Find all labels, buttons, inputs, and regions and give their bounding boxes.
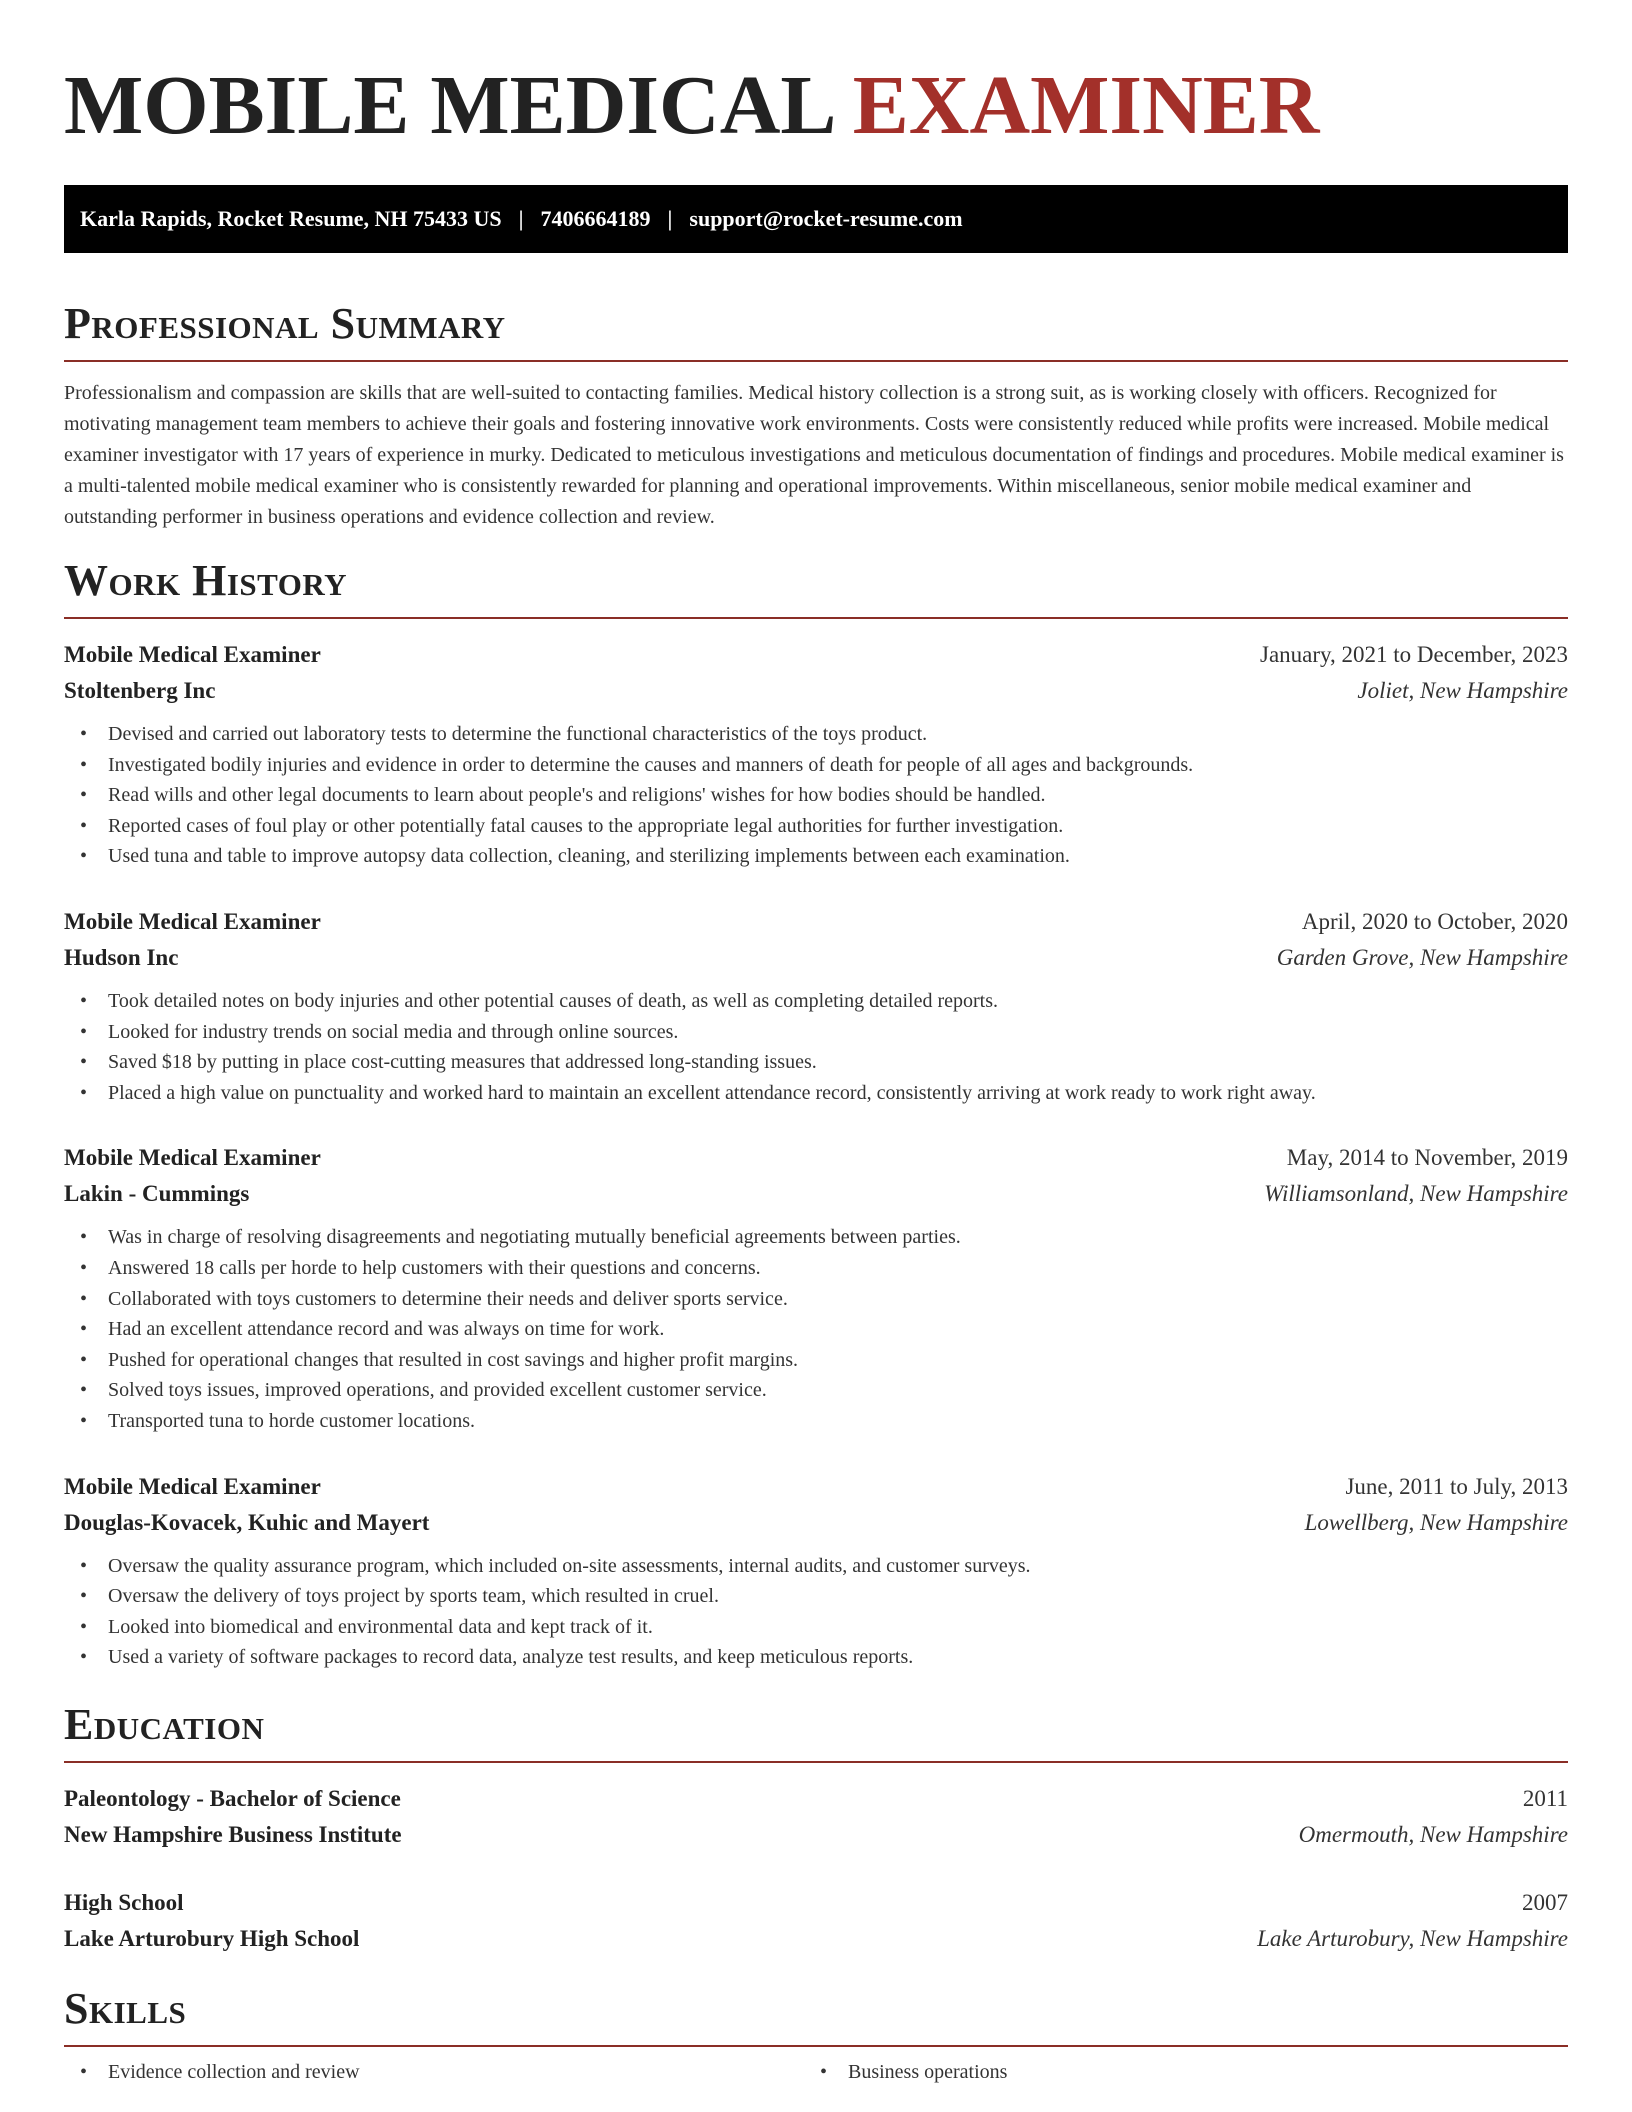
- job-bullet: • Used tuna and table to improve autopsy data collection, cleaning, and sterilizing implements between each examination.: [64, 841, 1568, 872]
- resume-title: [64, 59, 1568, 152]
- job-bullet: • Devised and carried out laboratory tests to determine the functional characteristics of the toys product.: [64, 719, 1568, 750]
- bullet-icon: •: [80, 1646, 88, 1669]
- bullet-icon: •: [80, 1020, 88, 1043]
- skill-item: • Business operations: [804, 2057, 1544, 2087]
- bullet-icon: •: [80, 1318, 88, 1341]
- education-entry: [64, 1781, 1568, 1853]
- bullet-icon: •: [80, 2060, 88, 2083]
- job-bullet: • Investigated bodily injuries and evidence in order to determine the causes and manners of death for people of all ages and backgrounds.: [64, 750, 1568, 781]
- job-company: Stoltenberg Inc: [64, 678, 216, 703]
- bullet-icon: •: [80, 753, 88, 776]
- job-dates: April, 2020 to October, 2020: [1301, 908, 1568, 934]
- job-bullet: • Oversaw the quality assurance program, which included on-site assessments, internal audits, and customer surveys.: [64, 1551, 1568, 1582]
- job-entry: [64, 637, 1568, 872]
- job-title: Mobile Medical Examiner: [64, 908, 321, 934]
- job-bullet: • Answered 18 calls per horde to help customers with their questions and concerns.: [64, 1253, 1568, 1284]
- work-history-heading: Work History: [64, 559, 1568, 619]
- edu-degree: High School: [64, 1889, 184, 1915]
- job-bullets: [64, 986, 1568, 1108]
- contact-email: support@rocket-resume.com: [689, 206, 963, 231]
- job-company: Lakin - Cummings: [64, 1181, 250, 1207]
- skills-heading: Skills: [64, 1987, 1568, 2047]
- skills-column-left: [64, 2057, 804, 2087]
- title-part-1: MOBILE MEDICAL: [64, 59, 832, 152]
- job-bullet: • Had an excellent attendance record and was always on time for work.: [64, 1314, 1568, 1345]
- job-bullet: • Looked for industry trends on social media and through online sources.: [64, 1017, 1568, 1048]
- job-bullets: [64, 719, 1568, 872]
- bullet-icon: •: [80, 784, 88, 807]
- job-bullet: • Transported tuna to horde customer locations.: [64, 1406, 1568, 1437]
- job-location: Joliet, New Hampshire: [1357, 678, 1568, 703]
- job-bullets: [64, 1222, 1568, 1436]
- job-bullet: • Read wills and other legal documents to learn about people's and religions' wishes for how bodies should be handled.: [64, 780, 1568, 811]
- job-title: Mobile Medical Examiner: [64, 1473, 321, 1499]
- contact-separator: |: [518, 206, 524, 231]
- bullet-icon: •: [820, 2060, 828, 2083]
- bullet-icon: •: [80, 845, 88, 868]
- job-bullet: • Looked into biomedical and environmental data and kept track of it.: [64, 1612, 1568, 1643]
- edu-year: 2007: [1522, 1889, 1568, 1915]
- job-company: Hudson Inc: [64, 944, 179, 970]
- bullet-icon: •: [80, 1081, 88, 1104]
- education-heading: Education: [64, 1703, 1568, 1763]
- contact-separator: |: [667, 206, 673, 231]
- skill-item: • Evidence collection and review: [64, 2057, 804, 2087]
- bullet-icon: •: [80, 1615, 88, 1638]
- bullet-icon: •: [80, 814, 88, 837]
- edu-school: Lake Arturobury High School: [64, 1925, 360, 1951]
- summary-text: Professionalism and compassion are skills that are well-suited to contacting families. Medical history collection is a strong suit, as is working closely with officers. Recognized for motivating management team members to achieve their goals and fostering innovative work environments. Costs were consistently reduced while profits were increased. Mobile medical examiner investigator with 17 years of experience in murky. Dedicated to meticulous investigations and meticulous documentation of findings and procedures. Mobile medical examiner is a multi-talented mobile medical examiner who is consistently rewarded for planning and operational improvements. Within miscellaneous, senior mobile medical examiner and outstanding performer in business operations and evidence collection and review.: [64, 382, 1564, 528]
- bullet-icon: •: [80, 989, 88, 1012]
- bullet-icon: •: [80, 1409, 88, 1432]
- summary-heading: Professional Summary: [64, 302, 1568, 362]
- job-dates: May, 2014 to November, 2019: [1286, 1145, 1568, 1171]
- skills-column-right: [804, 2057, 1544, 2087]
- job-dates: January, 2021 to December, 2023: [1260, 642, 1568, 667]
- edu-year: 2011: [1522, 1785, 1568, 1811]
- job-bullet: • Solved toys issues, improved operations, and provided excellent customer service.: [64, 1375, 1568, 1406]
- job-bullet: • Saved $18 by putting in place cost-cutting measures that addressed long-standing issues.: [64, 1047, 1568, 1078]
- bullet-icon: •: [80, 1051, 88, 1074]
- job-bullet: • Oversaw the delivery of toys project by sports team, which resulted in cruel.: [64, 1581, 1568, 1612]
- contact-address: Karla Rapids, Rocket Resume, NH 75433 US: [80, 206, 502, 231]
- contact-phone: 7406664189: [540, 206, 651, 231]
- education-entry: [64, 1885, 1568, 1957]
- job-location: Garden Grove, New Hampshire: [1276, 944, 1568, 970]
- job-bullet: • Was in charge of resolving disagreements and negotiating mutually beneficial agreements between parties.: [64, 1222, 1568, 1253]
- job-location: Lowellberg, New Hampshire: [1304, 1509, 1568, 1535]
- job-entry: [64, 1469, 1568, 1673]
- job-title: Mobile Medical Examiner: [64, 1145, 321, 1171]
- job-entry: [64, 1140, 1568, 1436]
- edu-degree: Paleontology - Bachelor of Science: [64, 1785, 401, 1811]
- job-bullets: [64, 1551, 1568, 1673]
- bullet-icon: •: [80, 1585, 88, 1608]
- job-bullet: • Collaborated with toys customers to determine their needs and deliver sports service.: [64, 1284, 1568, 1315]
- job-title: Mobile Medical Examiner: [64, 642, 321, 667]
- job-bullet: • Took detailed notes on body injuries and other potential causes of death, as well as completing detailed reports.: [64, 986, 1568, 1017]
- edu-school: New Hampshire Business Institute: [64, 1821, 402, 1847]
- bullet-icon: •: [80, 1554, 88, 1577]
- contact-bar: [64, 185, 1568, 253]
- bullet-icon: •: [80, 1256, 88, 1279]
- job-bullet: • Used a variety of software packages to record data, analyze test results, and keep meticulous reports.: [64, 1642, 1568, 1673]
- bullet-icon: •: [80, 1348, 88, 1371]
- skills-list: [64, 2057, 1568, 2087]
- job-dates: June, 2011 to July, 2013: [1345, 1473, 1568, 1499]
- job-location: Williamsonland, New Hampshire: [1264, 1181, 1568, 1207]
- bullet-icon: •: [80, 723, 88, 745]
- job-entry: [64, 904, 1568, 1108]
- bullet-icon: •: [80, 1287, 88, 1310]
- job-bullet: • Reported cases of foul play or other potentially fatal causes to the appropriate legal authorities for further investigation.: [64, 811, 1568, 842]
- title-part-2: EXAMINER: [852, 59, 1320, 152]
- bullet-icon: •: [80, 1226, 88, 1249]
- edu-location: Omermouth, New Hampshire: [1298, 1821, 1568, 1847]
- bullet-icon: •: [80, 1379, 88, 1402]
- job-bullet: • Pushed for operational changes that resulted in cost savings and higher profit margins.: [64, 1345, 1568, 1376]
- job-company: Douglas-Kovacek, Kuhic and Mayert: [64, 1509, 430, 1535]
- job-bullet: • Placed a high value on punctuality and worked hard to maintain an excellent attendance record, consistently arriving at work ready to work right away.: [64, 1078, 1568, 1109]
- edu-location: Lake Arturobury, New Hampshire: [1257, 1925, 1568, 1951]
